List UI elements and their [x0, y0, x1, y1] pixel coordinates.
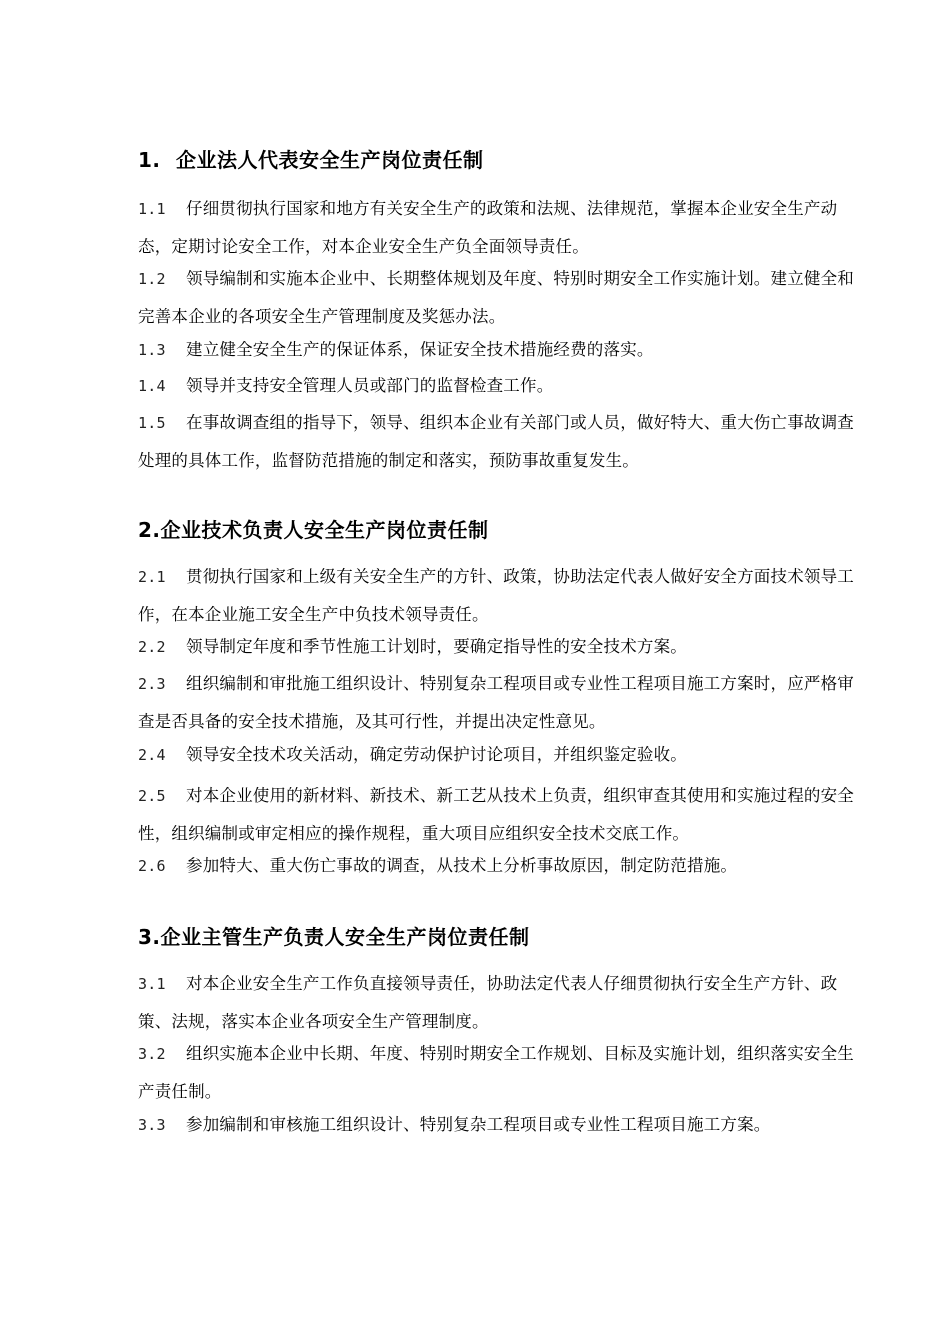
- clause-3-1: [138, 965, 858, 1040]
- clause-number: 2.6: [138, 857, 166, 875]
- clause-text: 组织实施本企业中长期、年度、特别时期安全工作规划、目标及实施计划，组织落实安全生产责任制。: [138, 1044, 854, 1101]
- section-title: 企业技术负责人安全生产岗位责任制: [160, 518, 489, 542]
- section-heading-2: [138, 516, 489, 544]
- clause-3-3: [138, 1106, 858, 1144]
- clause-text: 对本企业安全生产工作负直接领导责任，协助法定代表人仔细贯彻执行安全生产方针、政策、法规，落实本企业各项安全生产管理制度。: [138, 974, 838, 1031]
- clause-2-1: [138, 558, 858, 633]
- section-title: 企业主管生产负责人安全生产岗位责任制: [160, 925, 530, 949]
- clause-number: 2.1: [138, 568, 166, 586]
- clause-text: 领导并支持安全管理人员或部门的监督检查工作。: [186, 376, 554, 395]
- section-title: 企业法人代表安全生产岗位责任制: [176, 148, 484, 172]
- section-number: 1.: [138, 148, 161, 172]
- clause-1-5: [138, 404, 858, 479]
- clause-number: 2.2: [138, 638, 166, 656]
- clause-number: 2.5: [138, 787, 166, 805]
- section-number: 2.: [138, 518, 161, 542]
- clause-1-4: [138, 367, 858, 405]
- clause-2-5: [138, 777, 858, 852]
- clause-number: 1.2: [138, 270, 166, 288]
- clause-number: 1.1: [138, 200, 166, 218]
- clause-number: 3.1: [138, 975, 166, 993]
- clause-number: 2.3: [138, 675, 166, 693]
- section-heading-3: [138, 923, 530, 951]
- clause-1-2: [138, 260, 858, 335]
- clause-number: 3.2: [138, 1045, 166, 1063]
- clause-text: 建立健全安全生产的保证体系，保证安全技术措施经费的落实。: [186, 340, 654, 359]
- clause-number: 1.5: [138, 414, 166, 432]
- clause-text: 对本企业使用的新材料、新技术、新工艺从技术上负责，组织审查其使用和实施过程的安全性，组织编制或审定相应的操作规程，重大项目应组织安全技术交底工作。: [138, 786, 854, 843]
- clause-text: 组织编制和审批施工组织设计、特别复杂工程项目或专业性工程项目施工方案时，应严格审查是否具备的安全技术措施，及其可行性，并提出决定性意见。: [138, 674, 854, 731]
- clause-text: 领导安全技术攻关活动，确定劳动保护讨论项目，并组织鉴定验收。: [186, 745, 687, 764]
- clause-text: 参加编制和审核施工组织设计、特别复杂工程项目或专业性工程项目施工方案。: [186, 1115, 771, 1134]
- clause-2-6: [138, 847, 858, 885]
- clause-number: 3.3: [138, 1116, 166, 1134]
- section-number: 3.: [138, 925, 161, 949]
- clause-text: 参加特大、重大伤亡事故的调查，从技术上分析事故原因，制定防范措施。: [186, 856, 738, 875]
- clause-2-3: [138, 665, 858, 740]
- clause-1-1: [138, 190, 858, 265]
- clause-text: 仔细贯彻执行国家和地方有关安全生产的政策和法规、法律规范，掌握本企业安全生产动态，定期讨论安全工作，对本企业安全生产负全面领导责任。: [138, 199, 838, 256]
- clause-number: 2.4: [138, 746, 166, 764]
- clause-text: 贯彻执行国家和上级有关安全生产的方针、政策，协助法定代表人做好安全方面技术领导工作，在本企业施工安全生产中负技术领导责任。: [138, 567, 854, 624]
- clause-text: 在事故调查组的指导下，领导、组织本企业有关部门或人员，做好特大、重大伤亡事故调查处理的具体工作，监督防范措施的制定和落实，预防事故重复发生。: [138, 413, 854, 470]
- section-heading-1: [138, 146, 484, 174]
- clause-number: 1.3: [138, 341, 166, 359]
- clause-3-2: [138, 1035, 858, 1110]
- clause-2-4: [138, 736, 858, 774]
- clause-1-3: [138, 331, 858, 369]
- clause-2-2: [138, 628, 858, 666]
- clause-number: 1.4: [138, 377, 166, 395]
- clause-text: 领导编制和实施本企业中、长期整体规划及年度、特别时期安全工作实施计划。建立健全和完善本企业的各项安全生产管理制度及奖惩办法。: [138, 269, 854, 326]
- clause-text: 领导制定年度和季节性施工计划时，要确定指导性的安全技术方案。: [186, 637, 687, 656]
